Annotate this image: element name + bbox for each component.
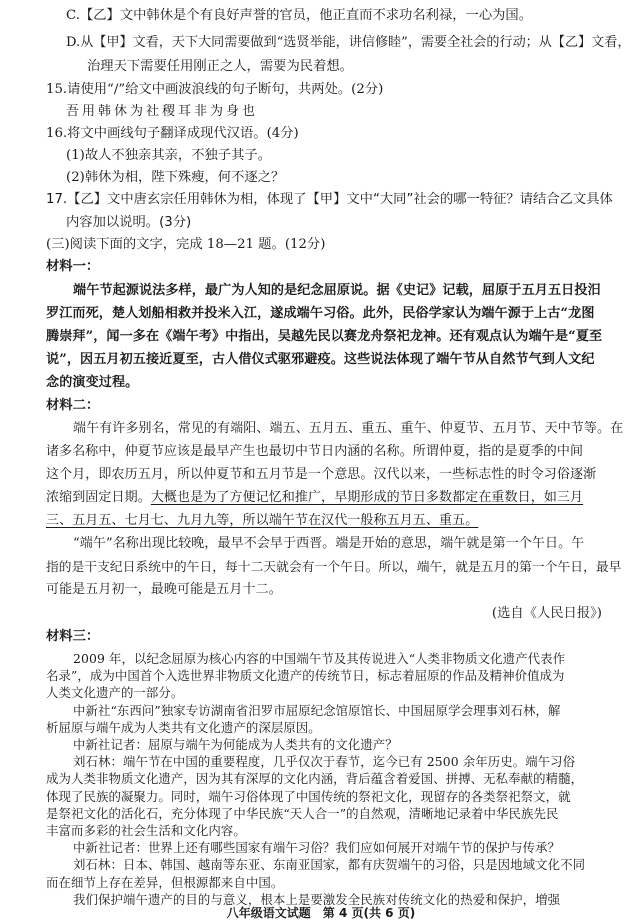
material-2-source: (选自《人民日报》) (491, 606, 602, 621)
material-3-line: 中新社记者：世界上还有哪些国家有端午习俗？我们应如何展开对端午节的保护与传承？ (73, 840, 561, 856)
material-2-line: 诸多名称中，仲夏节应该是最早产生也最切中节日内涵的名称。所谓仲夏，指的是夏季的中间 (46, 444, 584, 459)
material-2-line: “端午”名称出现比较晚，最早不会早于西晋。端是开始的意思，端午就是第一个午日。午 (73, 536, 585, 551)
material-3-line: 成为人类非物质文化遗产，因为其有深厚的文化内涵，背后蕴含着爱国、拼搏、无私奉献的精髓， (46, 771, 584, 787)
material-3-line: 而在细节上存在差异，但根源都来自中国。 (46, 874, 284, 890)
material-2-title: 材料二： (46, 398, 100, 413)
material-3-line: 中新社记者：屈原与端午为何能成为人类共有的文化遗产？ (73, 737, 398, 752)
material-3-line: 析屈原与端午成为人类共有文化遗产的深层原因。 (46, 719, 321, 735)
material-2-underlined-sentence-cont: 三、五月五、七月七、九月九等，所以端午节在汉代一般称五月五、重五。 (46, 513, 479, 528)
material-3-line: 2009 年，以纪念屈原为核心内容的中国端午节及其传说进入“人类非物质文化遗产代表作 (73, 651, 566, 666)
material-2-line-mixed (46, 488, 583, 508)
material-3-title: 材料三： (46, 629, 100, 644)
material-2-line: 端午有许多别名，常见的有端阳、端五、五月五、重五、重午、仲夏节、五月节、天中节等。在 (73, 421, 624, 436)
material-2-line: 这个月，即农历五月，所以仲夏节和五月节是一个意思。汉代以来，一些标志性的时令习俗逐渐 (46, 467, 597, 482)
material-2-line: 指的是干支纪日系统中的午日，每十二天就会有一个午日。所以，端午，就是五月的第一个午日，最早 (46, 559, 622, 574)
question-16-item-2: (2)韩休为相，陛下殊瘦，何不逐之？ (66, 170, 285, 185)
question-15-sentence: 吾用韩休为社稷耳非为身也 (66, 104, 259, 119)
section-3-heading: (三)阅读下面的文字，完成 18—21 题。(12分) (46, 237, 326, 252)
material-3-line: 刘石林：端午节在中国的重要程度，几乎仅次于春节，迄今已有 2500 余年历史。端午习俗 (73, 754, 576, 770)
page-footer: 八年级语文试题 第 4 页(共 6 页) (226, 906, 416, 920)
material-3-line: 我们保护端午遗产的目的与意义，根本上是要激发全民族对传统文化的热爱和保护，増强 (73, 891, 561, 907)
question-16-item-1: (1)故人不独亲其亲，不独子其子。 (66, 148, 271, 163)
material-3-line: 丰富而多彩的社会生活和文化内容。 (46, 823, 246, 838)
option-d-line2: 治理天下需要任用刚正之人，需要为民着想。 (87, 59, 353, 74)
material-2-line: 可能是五月初一，最晚可能是五月十二。 (46, 582, 282, 597)
material-3-line: 体现了民族的凝聚力。同时，端午习俗体现了中国传统的祭祀文化，现留存的各类祭祀祭文，就 (46, 788, 571, 804)
question-17-line1: 17.【乙】文中唐玄宗任用韩休为相，体现了【甲】文中“大同”社会的哪一特征？请结合乙文具体 (46, 192, 613, 207)
material-1-line: 腾崇拜”，闻一多在《端午考》中指出，吴越先民以赛龙舟祭祀龙神。还有观点认为端午是“夏至 (46, 329, 603, 344)
material-3-line: 人类文化遗产的一部分。 (46, 685, 184, 701)
material-3-line: 中新社“东西问”独家专访湖南省汨罗市屈原纪念馆原馆长、中国屈原学会理事刘石林，解 (73, 702, 561, 718)
question-16-stem: 16.将文中画线句子翻译成现代汉语。(4分) (46, 126, 299, 141)
option-d-line1: D.从【甲】文看，天下大同需要做到“选贤举能，讲信修睦”，需要全社会的行动；从【乙】文看， (66, 35, 631, 50)
question-15-stem: 15.请使用“/”给文中画波浪线的句子断句，共两处。(2分) (46, 82, 384, 97)
material-2-text: 浓缩到固定日期。 (46, 490, 151, 505)
material-3-line: 刘石林：日本、韩国、越南等东亚、东南亚国家，都有庆贺端午的习俗，只是因地域文化不同 (73, 857, 586, 873)
material-1-line: 念的演变过程。 (46, 375, 139, 390)
material-1-line: 端午节起源说法多样，最广为人知的是纪念屈原说。据《史记》记载，屈原于五月五日投汨 (73, 283, 601, 298)
material-1-title: 材料一： (46, 259, 100, 274)
material-2-underlined-sentence: 大概也是为了方便记忆和推广，早期形成的节日多数都定在重数日，如三月 (150, 490, 584, 505)
question-17-line2: 内容加以说明。(3分) (66, 215, 192, 230)
material-3-line: 名录”，成为中国首个入选世界非物质文化遗产的传统节日，标志着屈原的作品及精神价值成为 (46, 668, 565, 684)
option-c: C.【乙】文中韩休是个有良好声誉的官员，他正直而不求功名利禄，一心为国。 (66, 8, 533, 23)
material-1-line: 说”，因五月初五接近夏至，古人借仪式驱邪避疫。这些说法体现了端午节从自然节气到人文纪 (46, 352, 595, 367)
material-3-line: 是祭祀文化的活化石，充分体现了中华民族“天人合一”的自然观，清晰地记录着中华民族先民 (46, 805, 559, 821)
material-1-line: 罗江而死，楚人划船相救并投米入江，遂成端午习俗。此外，民俗学家认为端午源于上古“龙图 (46, 306, 595, 321)
